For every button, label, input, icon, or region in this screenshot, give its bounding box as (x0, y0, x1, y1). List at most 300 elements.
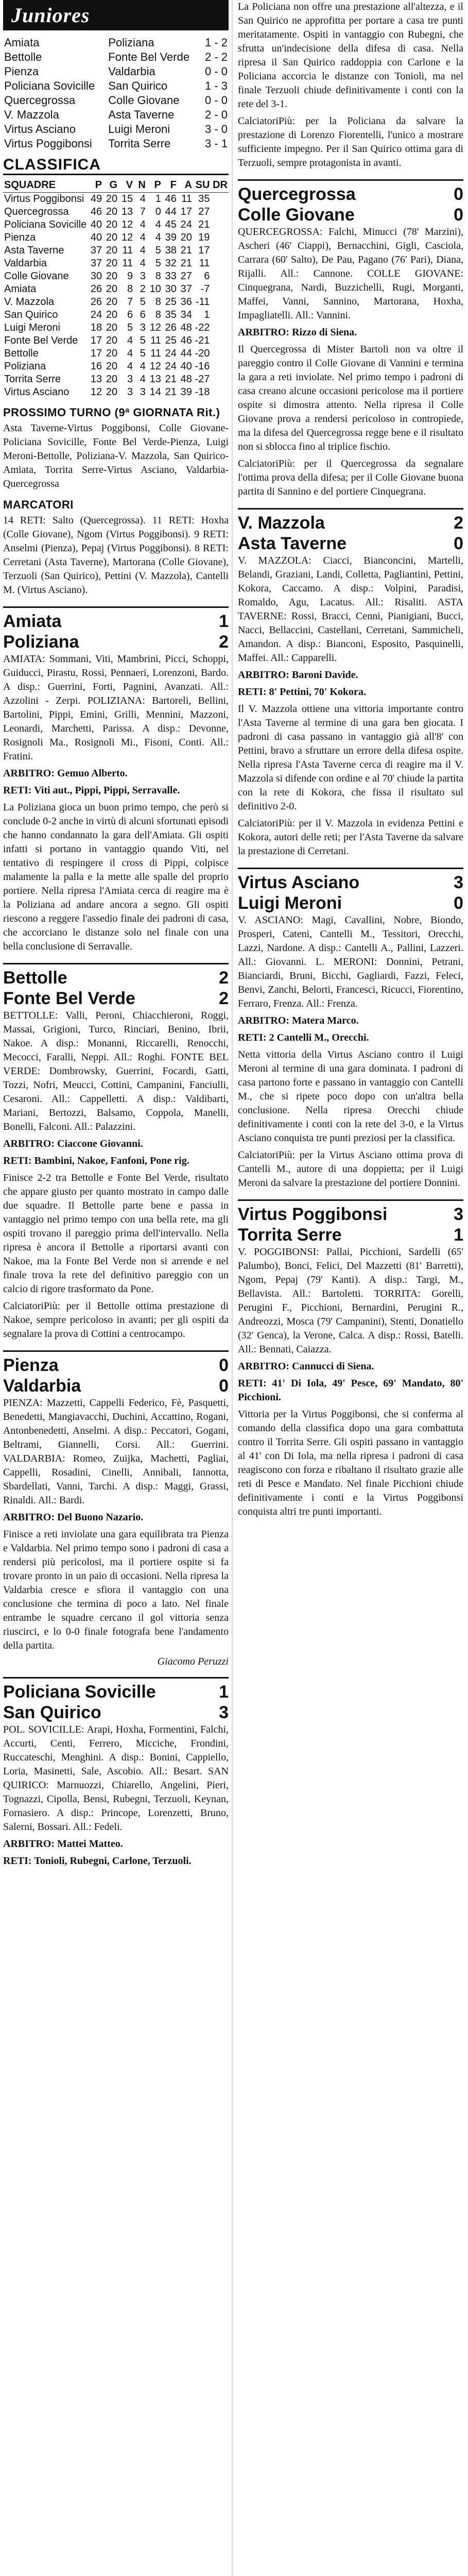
standings-value: 37 (90, 258, 102, 269)
match-away-team: Valdarbia (3, 1376, 81, 1396)
standings-value: 48 (180, 322, 192, 333)
standings-value: 44 (165, 206, 177, 217)
standings-value: 21 (165, 374, 177, 385)
match-away-row (3, 988, 229, 1009)
match-goals: RETI: 2 Cantelli M., Orecchi. (238, 1032, 369, 1043)
match-away-team: Torrita Serre (238, 1225, 342, 1245)
standings-value: 11 (122, 258, 133, 269)
standings-row (3, 334, 229, 347)
result-home: Policiana Sovicille (4, 79, 95, 92)
match-referee: ARBITRO: Mattei Matteo. (3, 1838, 123, 1850)
standings-value: 46 (90, 206, 102, 217)
standings-value: 3 (140, 386, 146, 398)
match-home-goals: 2 (219, 968, 229, 988)
standings-value: 7 (127, 296, 133, 308)
standings-value: 37 (90, 245, 102, 256)
standings-value: -11 (196, 296, 210, 308)
match-lineups: V. ASCIANO: Magi, Cavallini, Nobre, Biondo, Prosperi, Cateni, Cantelli M., Tessitori, Orecchi, Lazzi, Nardone. A disp.: Cantelli A., Pallini, Lazzeri. All.: Giovanni. L. MERONI: Donnini, Petrani, Bianciardi, Bruni, Bicchi, Gagliardi, Fazzi, Feleci, Benvi, Zanchi, Belorti, Francesci, Ricucci, Fiorentino, Ferraro, Frenza. All.: Frenza. (238, 914, 463, 1009)
standings-value: 20 (106, 258, 118, 269)
standings-value: 12 (121, 232, 133, 243)
match-home-team: Bettolle (3, 968, 67, 988)
standings-value: 5 (127, 322, 133, 333)
standings-value: 4 (127, 348, 133, 359)
standings-value: 8 (155, 296, 161, 308)
match-home-row (3, 968, 229, 988)
match-goals: RETI: Viti aut., Pippi, Pippi, Serravalle. (3, 785, 180, 796)
result-home: Quercegrossa (4, 94, 76, 107)
match-goals: RETI: 8' Pettini, 70' Kokora. (238, 686, 366, 698)
match-away-goals: 0 (454, 893, 463, 913)
standings-value: 17 (180, 206, 192, 217)
standings-header: F (162, 178, 178, 193)
match-home-row (3, 1355, 229, 1376)
result-home: Virtus Poggibonsi (4, 137, 92, 150)
standings-header: P (147, 178, 162, 193)
match-lineups: PIENZA: Mazzetti, Cappelli Federico, Fè, Pasquetti, Benedetti, Mangiavacchi, Duchini, Accattino, Rogani, Antonbenedetti, Anselmi. A disp.: Peccatori, Gogani, Beltrami, Giannelli, Corsi. All.: Guerrini. VALDARBIA: Romeo, Zuijka, Machetti, Pagliai, Cappelli, Rosadini, Cinelli, Annibali, Iannotta, Sbardellati, Vanni, Tarchi. A disp.: Maggi, Grassi, Rinaldi. All.: Bardi. (3, 1397, 229, 1506)
left-column (3, 0, 229, 1871)
match-home-goals: 1 (219, 612, 229, 631)
standings-value: 12 (90, 386, 102, 398)
standings-header: G (103, 178, 118, 193)
standings-value: 20 (106, 374, 118, 385)
standings-value: 6 (140, 309, 146, 320)
result-away: San Quirico (108, 79, 168, 92)
standings-value: 24 (165, 361, 177, 372)
standings-value: 12 (121, 219, 133, 230)
standings-value: 11 (122, 245, 133, 256)
standings-value (211, 360, 229, 373)
match-body: Vittoria per la Virtus Poggibonsi, che si conferma al comando della classifica dopo una gara combattuta contro il Torrita Serre. Gli ospiti passano in vantaggio al 41' con Di Iola, ma nella ripresa i padroni di casa reagiscono con forza e ribaltano il risultato grazie alle reti di Pesce e Mandato. Nel finale Picchioni chiude definitivamente i conti e la Virtus Poggibonsi conquista altri tre punti importanti. (238, 1409, 463, 1517)
standings-value (211, 309, 229, 321)
standings-value (211, 321, 229, 334)
standings-value: -20 (195, 348, 210, 359)
standings-value: 13 (90, 374, 102, 385)
standings-value: 30 (90, 270, 102, 282)
standings-value (211, 283, 229, 296)
standings-value: 4 (140, 245, 146, 256)
standings-row (3, 296, 229, 309)
section-banner: Juniores (3, 0, 229, 30)
match-report (238, 868, 463, 1190)
continued-calciatori-piu: CalciatoriPiù: per la Policiana da salvare la prestazione di Lorenzo Fiorentelli, l'unico a mostrare sufficiente impegno. Per il San Quirico ottima gara di Terzuoli, sempre protagonista in avanti. (238, 115, 463, 168)
standings-value (211, 193, 229, 206)
result-row (3, 122, 229, 137)
standings-value: 18 (90, 322, 102, 333)
match-report (238, 1199, 463, 1519)
standings-value: 27 (198, 206, 210, 217)
result-away: Fonte Bel Verde (108, 50, 190, 63)
standings-team: V. Mazzola (4, 296, 55, 308)
standings-value: 37 (180, 283, 192, 295)
result-row (3, 79, 229, 93)
standings-value: 20 (106, 296, 118, 308)
result-row (3, 64, 229, 79)
match-lineups: BETTOLLE: Valli, Peroni, Chiacchieroni, Roggi, Massai, Grigioni, Turco, Rinciari, Benino, Ibrii, Nakoe. A disp.: Monanni, Riccarelli, Renocchi, Mecocci, Faralli, Neppi. All.: Roghi. FONTE BEL VERDE: Dombrowsky, Guerrini, Focardi, Gatti, Tozzi, Nofri, Meucci, Cottini, Campanini, Fanciulli, Cesaroni. All.: Cappelletti. A disp.: Valdibarti, Mariani, Bertozzi, Balsamo, Coppola, Manelli, Bonelli, Falconi. All.: Palazzini. (3, 1010, 229, 1132)
match-home-goals: 0 (219, 1355, 229, 1375)
standings-row (3, 321, 229, 334)
standings-value: 24 (90, 309, 102, 320)
continued-body: La Policiana non offre una prestazione all'altezza, e il San Quirico ne approfitta per portare a casa tre punti meritatamente. Ospiti in vantaggio con Rubegni, che sfrutta un'indecisione della difesa di casa. Nella ripresa il San Quirico raddoppia con Carlone e la Policiana accorcia le distanze con Tonioli, ma nel finale Terzuoli chiude definitivamente i conti con la rete del 3-1. (238, 1, 463, 110)
standings-value: 20 (106, 386, 118, 398)
standings-value: 8 (155, 309, 161, 320)
result-score: 2 - 2 (204, 50, 228, 63)
standings-value: 26 (90, 283, 102, 295)
standings-value: 3 (140, 322, 146, 333)
standings-value: -21 (195, 335, 210, 346)
standings-value: 21 (180, 258, 192, 269)
match-away-row (238, 893, 463, 913)
standings-value: 25 (165, 335, 177, 346)
standings-value: 45 (165, 219, 177, 230)
result-away: Valdarbia (108, 65, 155, 78)
standings-value (211, 257, 229, 270)
standings-table (3, 178, 229, 399)
match-away-goals: 0 (454, 205, 463, 225)
standings-value: 11 (199, 258, 210, 269)
standings-value: 8 (155, 270, 161, 282)
standings-value: 5 (140, 296, 146, 308)
classifica-title: CLASSIFICA (3, 156, 229, 175)
match-body: La Poliziana gioca un buon primo tempo, che però si conclude 0-2 anche in virtù di alcuni sfortunati episodi che hanno condannato la gara dell'Amiata. Gli ospiti infatti si portano in vantaggio quando Viti, nel tentativo di respingere il cross di Pippi, colpisce malamente la palla e la mette alle spalle del proprio portiere. Nella ripresa l'Amiata cerca di reagire ma è la Poliziana ad andare ancora a segno. Gli ospiti riescono a reggere l'assedio finale dei padroni di casa, che accorciano le distanze solo nel finale con una bella conclusione di Serravalle. (3, 802, 229, 952)
standings-team: Quercegrossa (4, 206, 69, 217)
standings-team: Luigi Meroni (4, 322, 60, 333)
standings-header: DR (211, 178, 229, 193)
match-extra: CalciatoriPiù: per la Virtus Asciano ottima prova di Cantelli M., autore di una doppietta; per il Luigi Meroni da salvare la prestazione del portiere Donnini. (238, 1149, 463, 1189)
match-home-goals: 2 (454, 513, 463, 533)
marcatori-title: MARCATORI (3, 498, 74, 511)
result-score: 1 - 3 (204, 79, 228, 92)
match-report (3, 963, 229, 1341)
prossimo-turno-title: PROSSIMO TURNO (9ª GIORNATA Rit.) (3, 406, 220, 419)
standings-value (211, 296, 229, 309)
match-away-row (3, 632, 229, 652)
standings-value: 48 (180, 374, 192, 385)
match-home-goals: 3 (454, 873, 463, 892)
standings-value (211, 231, 229, 244)
standings-value: 0 (155, 206, 161, 217)
standings-header: SU (193, 178, 211, 193)
match-extra: CalciatoriPiù: per il V. Mazzola in evidenza Pettini e Kokora, autori delle reti; per l'Asta Taverne da salvare la prestazione di Cerretani. (238, 818, 463, 857)
standings-value: -7 (200, 283, 210, 295)
match-body: Il V. Mazzola ottiene una vittoria importante contro l'Asta Taverne al termine di una gara ben giocata. I padroni di casa passano in vantaggio già all'8' con Pettini, bravo a sfruttare un errore della difesa ospite. Nella ripresa l'Asta Taverne cerca di reagire ma il V. Mazzola si difende con ordine e al 70' chiude la partita con la rete di Kokora, che fissa il risultato sul definitivo 2-0. (238, 703, 463, 812)
match-report (238, 508, 463, 858)
standings-value: 20 (106, 270, 118, 282)
standings-value (211, 206, 229, 218)
standings-value: 35 (165, 309, 177, 320)
standings-value: 17 (198, 245, 210, 256)
match-report (238, 179, 463, 499)
standings-row (3, 270, 229, 283)
result-home: Virtus Asciano (4, 123, 76, 135)
standings-value: 20 (106, 219, 118, 230)
standings-value: 46 (165, 193, 177, 205)
standings-value: -22 (195, 322, 210, 333)
standings-header: V (118, 178, 134, 193)
standings-team: Fonte Bel Verde (4, 335, 78, 346)
standings-value: 34 (180, 309, 192, 320)
match-home-team: Amiata (3, 612, 62, 631)
standings-value: 21 (180, 245, 192, 256)
match-home-goals: 1 (219, 1682, 229, 1702)
match-home-row (238, 184, 463, 205)
standings-value: 10 (149, 283, 161, 295)
standings-value (211, 244, 229, 257)
result-row (3, 50, 229, 64)
match-home-row (238, 872, 463, 893)
standings-value: 27 (180, 270, 192, 282)
match-lineups: AMIATA: Sommani, Viti, Mambrini, Picci, Schoppi, Guiducci, Pirastu, Rossi, Pennaeri, Lorenzoni, Bardo. A disp.: Guerrini, Forti, Pagnini, Avanzati. All.: Azzolini - Zerpi. POLIZIANA: Bartoreli, Bellini, Bartolini, Pippi, Emini, Grilli, Mennini, Mazzoni, Leonardi, Marchetti, Parissa. A disp.: Devonne, Rosignoli Ma., Rosignoli Mi., Fisoni, Conti. All.: Fratini. (3, 653, 229, 762)
standings-value: 21 (198, 219, 210, 230)
standings-value: 30 (165, 283, 177, 295)
standings-value: 16 (90, 361, 102, 372)
standings-value: 15 (121, 193, 133, 205)
match-goals: RETI: 41' Di Iola, 49' Pesce, 69' Mandato, 80' Picchioni. (238, 1378, 463, 1403)
match-away-row (3, 1702, 229, 1723)
standings-value: 32 (165, 258, 177, 269)
match-home-team: Quercegrossa (238, 184, 356, 204)
standings-row (3, 309, 229, 321)
match-goals: RETI: Bambini, Nakoe, Fanfoni, Pone rig. (3, 1155, 189, 1166)
standings-row (3, 244, 229, 257)
standings-value: 20 (106, 232, 118, 243)
match-away-row (238, 1225, 463, 1245)
result-row (3, 93, 229, 108)
match-home-row (3, 1682, 229, 1702)
standings-value: 40 (180, 361, 192, 372)
match-extra: CalciatoriPiù: per il Quercegrossa da segnalare l'ottima prova della difesa; per il Colle Giovane buona partita di Sannino e del portiere Cinquegrana. (238, 458, 463, 497)
standings-value: 11 (181, 193, 192, 205)
standings-value (211, 334, 229, 347)
standings-value (211, 270, 229, 283)
standings-team: Colle Giovane (4, 270, 69, 282)
result-score: 2 - 0 (204, 108, 228, 121)
standings-value: 25 (165, 296, 177, 308)
standings-value: 33 (165, 270, 177, 282)
result-away: Asta Taverne (108, 108, 175, 121)
match-home-team: V. Mazzola (238, 513, 325, 533)
result-score: 3 - 0 (204, 123, 228, 135)
match-away-goals: 0 (454, 534, 463, 553)
standings-value: 20 (106, 193, 118, 205)
standings-row (3, 347, 229, 360)
standings-value: 3 (127, 374, 133, 385)
left-match-reports (3, 606, 229, 1868)
standings-row (3, 386, 229, 399)
match-report (3, 1350, 229, 1668)
standings-value: 4 (140, 258, 146, 269)
standings-value: 19 (198, 232, 210, 243)
match-referee: ARBITRO: Gemuo Alberto. (3, 768, 128, 779)
match-lineups: QUERCEGROSSA: Falchi, Minucci (78' Marzini), Ascheri (46' Ciappi), Bernacchini, Gigli, Casciola, Carrara (60' Salto), De Pau, Pagano (76' Pari), Diana, Rijalli. All.: Cannone. COLLE GIOVANE: Cinquegrana, Nardi, Buzzichelli, Rugi, Morganti, Maffei, Vanni, Sannino, Martorana, Hoxha, Impagliatelli. All.: Vannini. (238, 226, 463, 321)
standings-value: 39 (180, 386, 192, 398)
standings-row (3, 193, 229, 206)
standings-value (211, 386, 229, 399)
standings-value: 46 (180, 335, 192, 346)
standings-team: Torrita Serre (4, 374, 61, 385)
match-away-goals: 2 (219, 989, 229, 1008)
match-home-row (238, 513, 463, 533)
standings-value: 24 (165, 348, 177, 359)
standings-value: 12 (149, 361, 161, 372)
result-score: 0 - 0 (204, 94, 228, 107)
standings-team: San Quirico (4, 309, 58, 320)
match-body: Finisce 2-2 tra Bettolle e Fonte Bel Verde, risultato che appare giusto per quanto mostrato in campo dalle due squadre. Il Bettolle parte bene e passa in vantaggio nel primo tempo con una bella rete, ma gli ospiti trovano il pareggio prima dell'intervallo. Nella ripresa è ancora il Bettolle a riportarsi avanti con Nakoe, ma la Fonte Bel Verde non si arrende e nel finale trova la rete del definitivo pareggio con un calcio di rigore trasformato da Pone. (3, 1172, 229, 1295)
standings-value: 1 (155, 193, 161, 205)
match-lineups: POL. SOVICILLE: Arapi, Hoxha, Formentini, Falchi, Accurti, Centi, Ferrero, Micciche, Frondini, Ruccateschi, Menghini. A disp.: Bonini, Cappiello, Loria, Masinetti, Sale, Ascobio. All.: Besart. SAN QUIRICO: Marnuozzi, Chiarello, Angelini, Pieri, Tognazzi, Cipolla, Bensi, Rubegni, Terzuoli, Keynan, Fornasiero. A disp.: Princope, Lorenzetti, Bruno, Salerni, Bossari. All.: Fedeli. (3, 1724, 229, 1833)
result-home: Amiata (4, 36, 40, 49)
standings-value: -27 (195, 374, 210, 385)
standings-value: 5 (155, 258, 161, 269)
result-score: 0 - 0 (204, 65, 228, 78)
standings-value: 26 (90, 296, 102, 308)
right-match-reports (238, 179, 463, 1519)
match-away-team: Asta Taverne (238, 534, 347, 553)
standings-row (3, 231, 229, 244)
standings-header: A (178, 178, 193, 193)
match-referee: ARBITRO: Baroni Davide. (238, 669, 358, 681)
standings-value: 38 (165, 245, 177, 256)
standings-team: Policiana Sovicille (4, 219, 87, 230)
standings-value: 6 (204, 270, 210, 282)
standings-value: 4 (155, 219, 161, 230)
match-body: Il Quercegrossa di Mister Bartoli non va oltre il pareggio contro il Colle Giovane di Vannini e termina la gara a reti inviolate. Nel primo tempo i padroni di casa creano alcune occasioni pericolose ma il portiere ospite si dimostra attento. Nella ripresa il Colle Giovane prova a rendersi pericoloso in contropiede, ma la difesa del Quercegrossa regge bene e il risultato non si sblocca fino al triplice fischio. (238, 344, 463, 452)
standings-value: 17 (90, 335, 102, 346)
standings-value: 35 (198, 193, 210, 205)
standings-value: 8 (127, 283, 133, 295)
standings-value: 21 (165, 386, 177, 398)
standings-value: 20 (106, 361, 118, 372)
standings-team: Bettolle (4, 348, 39, 359)
standings-value: 20 (106, 206, 118, 217)
standings-value: 5 (140, 348, 146, 359)
standings-value: 44 (180, 348, 192, 359)
standings-value: 20 (106, 309, 118, 320)
match-away-goals: 3 (219, 1703, 229, 1722)
standings-value: 6 (127, 309, 133, 320)
match-home-goals: 3 (454, 1205, 463, 1224)
standings-value: 4 (127, 361, 133, 372)
standings-value: 9 (127, 270, 133, 282)
standings-value: -18 (195, 386, 210, 398)
standings-value: 5 (155, 245, 161, 256)
match-referee: ARBITRO: Del Buono Nazario. (3, 1512, 144, 1523)
standings-value: 4 (140, 374, 146, 385)
match-away-team: Poliziana (3, 632, 79, 652)
standings-row (3, 257, 229, 270)
match-away-row (3, 1376, 229, 1396)
match-home-team: Virtus Poggibonsi (238, 1205, 388, 1224)
standings-value (211, 218, 229, 231)
match-referee: ARBITRO: Ciaccone Giovanni. (3, 1138, 143, 1149)
standings-value: 20 (106, 245, 118, 256)
standings-value: 40 (90, 232, 102, 243)
standings-value: 40 (90, 219, 102, 230)
standings-value: 17 (90, 348, 102, 359)
standings-value: 5 (140, 335, 146, 346)
standings-value: 39 (165, 232, 177, 243)
standings-header: P (88, 178, 103, 193)
match-signature: Giacomo Peruzzi (157, 1656, 229, 1667)
result-home: V. Mazzola (4, 108, 59, 121)
standings-row (3, 206, 229, 218)
standings-value: 4 (140, 219, 146, 230)
standings-row (3, 283, 229, 296)
match-lineups: V. MAZZOLA: Ciacci, Bianconcini, Martelli, Belandi, Graziani, Landi, Colletta, Pagliantini, Pettini, Kokora, Caccamo. A disp.: Volpini, Paradisi, Romaldo, Agu, Lacatus. All.: Risaliti. ASTA TAVERNE: Rossi, Bracci, Cenni, Pianigiani, Bucci, Nacci, Bellaccini, Castellani, Cerretani, Sammicheli, Amandon. A disp.: Bianconi, Esposito, Pasquinelli, Maffei. All.: Capparelli. (238, 555, 463, 664)
result-away: Torrita Serre (108, 137, 171, 150)
match-away-team: San Quirico (3, 1703, 101, 1722)
standings-value (211, 373, 229, 386)
match-away-team: Colle Giovane (238, 205, 355, 225)
result-row (3, 36, 229, 50)
match-body: Netta vittoria della Virtus Asciano contro il Luigi Meroni al termine di una gara dominata. I padroni di casa partono forte e passano in vantaggio con Cantelli M., che si ripete poco dopo con un'altra bella conclusione. Nella ripresa Orecchi chiude definitivamente i conti con la rete del 3-0, e la Virtus Asciano conquista tre punti preziosi per la classifica. (238, 1049, 463, 1144)
result-home: Bettolle (4, 50, 42, 63)
standings-value: 14 (149, 386, 161, 398)
standings-value: 20 (106, 283, 118, 295)
standings-value: 20 (106, 348, 118, 359)
match-away-row (238, 533, 463, 554)
standings-value: 4 (155, 232, 161, 243)
match-body: Finisce a reti inviolate una gara equilibrata tra Pienza e Valdarbia. Nel primo tempo sono i padroni di casa a rendersi più pericolosi, ma il portiere ospite si fa trovare pronto in un paio di occasioni. Nella ripresa la Valdarbia cresce e sfiora il vantaggio con una conclusione che termina di poco a lato. Nel finale entrambe le squadre cercano il gol vittoria senza riuscirci, e lo 0-0 finale fotografa bene l'andamento della partita. (3, 1529, 229, 1651)
column-divider (232, 0, 233, 2576)
standings-value: 4 (140, 193, 146, 205)
standings-value: 7 (140, 206, 146, 217)
standings-value: -16 (195, 361, 210, 372)
standings-value: 2 (140, 283, 146, 295)
standings-team: Valdarbia (4, 258, 47, 269)
result-score: 3 - 1 (204, 137, 228, 150)
results-table (3, 36, 229, 151)
match-lineups: V. POGGIBONSI: Pallai, Picchioni, Sardelli (65' Palumbo), Bonci, Felici, Del Mazzetti (81' Barretti), Ngom, Pepaj (79' Kanti). A disp.: Targi, M., Bellavista. All.: Bartoletti. TORRITA: Gorelli, Perugini F., Picchioni, Bernardini, Perugini R., Andreozzi, Mosca (79' Campanini), Stenti, Donatiello (32' Genca), la Verone, Calca. A disp.: Rossi, Batelli. All.: Bennati, Caiazza. (238, 1246, 463, 1355)
standings-value: 20 (106, 322, 118, 333)
standings-value: 26 (165, 322, 177, 333)
match-referee: ARBITRO: Rizzo di Siena. (238, 327, 357, 338)
standings-team: Asta Taverne (4, 245, 64, 256)
standings-value: 13 (121, 206, 133, 217)
result-away: Colle Giovane (108, 94, 180, 107)
standings-row (3, 360, 229, 373)
match-home-row (238, 1204, 463, 1225)
match-home-team: Virtus Asciano (238, 873, 360, 892)
standings-value: 1 (204, 309, 210, 320)
match-referee: ARBITRO: Matera Marco. (238, 1015, 359, 1026)
match-goals: RETI: Tonioli, Rubegni, Carlone, Terzuoli. (3, 1855, 192, 1867)
match-away-row (238, 205, 463, 225)
standings-value: 4 (140, 361, 146, 372)
result-away: Poliziana (108, 36, 154, 49)
standings-value: 36 (180, 296, 192, 308)
standings-team: Poliziana (4, 361, 46, 372)
match-away-team: Luigi Meroni (238, 893, 342, 913)
standings-value: 11 (150, 348, 161, 359)
result-score: 1 - 2 (204, 36, 228, 49)
standings-value: 49 (90, 193, 102, 205)
standings-value: 13 (149, 374, 161, 385)
match-home-row (3, 611, 229, 632)
result-row (3, 108, 229, 122)
match-away-team: Fonte Bel Verde (3, 989, 135, 1008)
result-home: Pienza (4, 65, 39, 78)
standings-header: N (134, 178, 147, 193)
standings-header: SQUADRE (3, 178, 88, 193)
match-home-goals: 0 (454, 184, 463, 204)
marcatori-text: 14 RETI: Salto (Quercegrossa). 11 RETI: Hoxha (Colle Giovane), Ngom (Virtus Poggibonsi). 9 RETI: Anselmi (Pienza), Pepaj (Virtus Poggibonsi). 8 RETI: Cerretani (Asta Taverne), Martorana (Colle Giovane), Terzuoli (San Quirico), Pettini (V. Mazzola), Cantelli M. (Virtus Asciano). (3, 515, 229, 596)
result-away: Luigi Meroni (108, 123, 170, 135)
match-home-team: Policiana Sovicille (3, 1682, 156, 1702)
standings-row (3, 218, 229, 231)
result-row (3, 137, 229, 151)
standings-team: Virtus Poggibonsi (4, 193, 84, 205)
standings-value: 24 (180, 219, 192, 230)
